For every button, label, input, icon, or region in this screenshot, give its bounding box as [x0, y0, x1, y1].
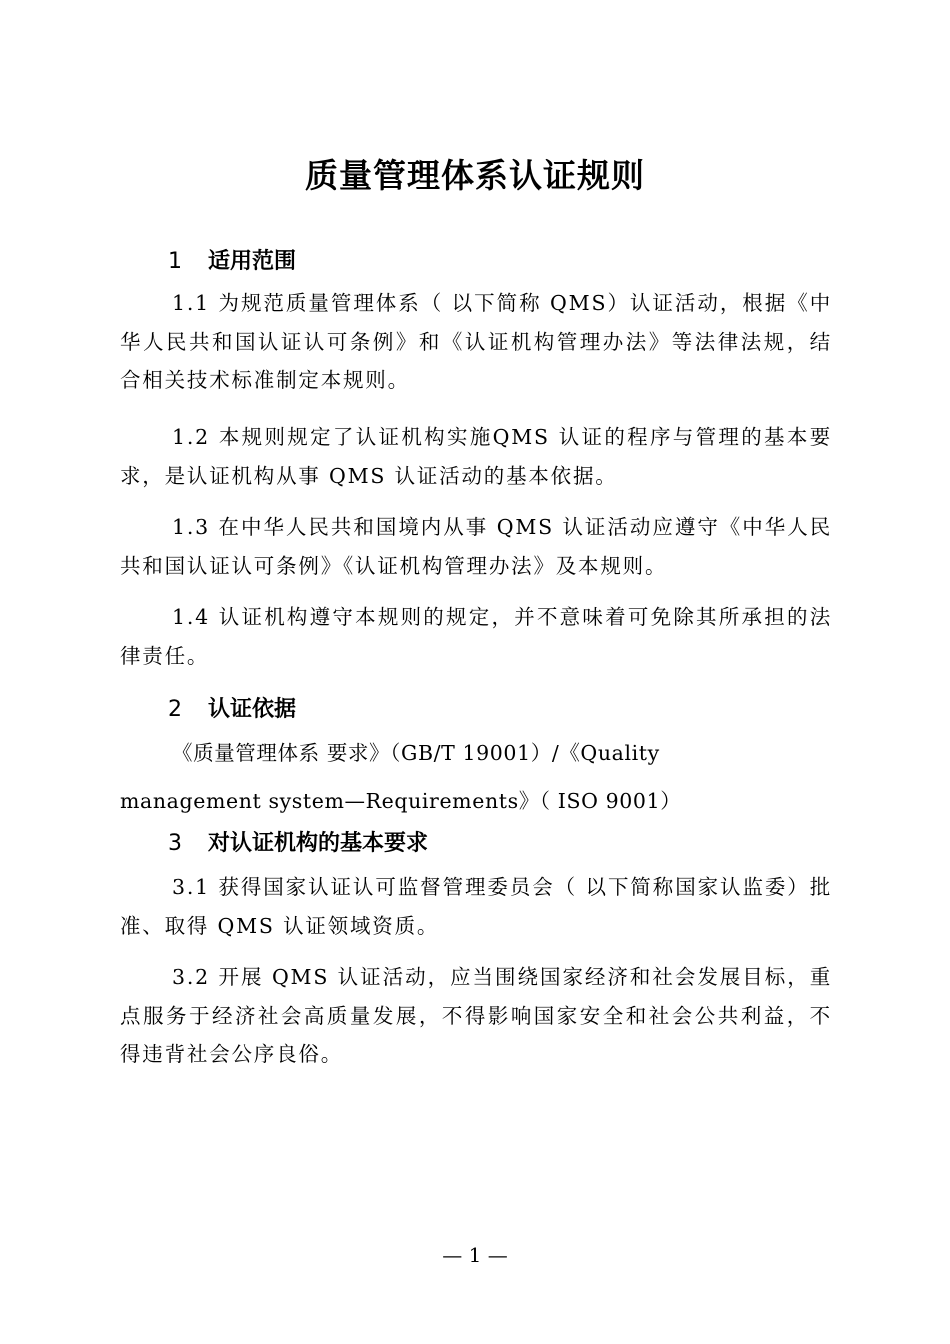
- page-number: — 1 —: [442, 1243, 508, 1267]
- paragraph-1-3: 1.3 在中华人民共和国境内从事 QMS 认证活动应遵守《中华人民共和国认证认可条例》《认证机构管理办法》及本规则。: [120, 515, 832, 578]
- section-title: 适用范围: [208, 249, 297, 274]
- document-title: 质量管理体系认证规则: [305, 156, 645, 195]
- paragraph-1-4: 1.4 认证机构遵守本规则的规定，并不意味着可免除其所承担的法律责任。: [120, 605, 832, 668]
- paragraph-3-1: 3.1 获得国家认证认可监督管理委员会（ 以下简称国家认监委）批准、取得 QMS 认证领域资质。: [120, 875, 832, 938]
- standard-reference-line-1: 《质量管理体系 要求》（GB/T 19001）/《Quality: [172, 741, 660, 765]
- section-title: 对认证机构的基本要求: [208, 831, 429, 856]
- section-number: 2: [168, 697, 182, 722]
- paragraph-1-2: 1.2 本规则规定了认证机构实施QMS 认证的程序与管理的基本要求，是认证机构从事 QMS 认证活动的基本依据。: [120, 425, 832, 488]
- section-heading-1: [168, 244, 296, 280]
- section-heading-2: [168, 692, 296, 728]
- section-number: 3: [168, 831, 182, 856]
- paragraph-3-2: 3.2 开展 QMS 认证活动，应当围绕国家经济和社会发展目标，重点服务于经济社会高质量发展，不得影响国家安全和社会公共利益，不得违背社会公序良俗。: [120, 965, 832, 1066]
- section-number: 1: [168, 249, 182, 274]
- paragraph-1-1: 1.1 为规范质量管理体系（ 以下简称 QMS）认证活动，根据《中华人民共和国认证认可条例》和《认证机构管理办法》等法律法规，结合相关技术标准制定本规则。: [120, 291, 832, 392]
- section-heading-3: [168, 826, 428, 862]
- section-title: 认证依据: [208, 697, 297, 722]
- standard-reference-line-2: management system—Requirements》（ ISO 9001）: [120, 789, 682, 813]
